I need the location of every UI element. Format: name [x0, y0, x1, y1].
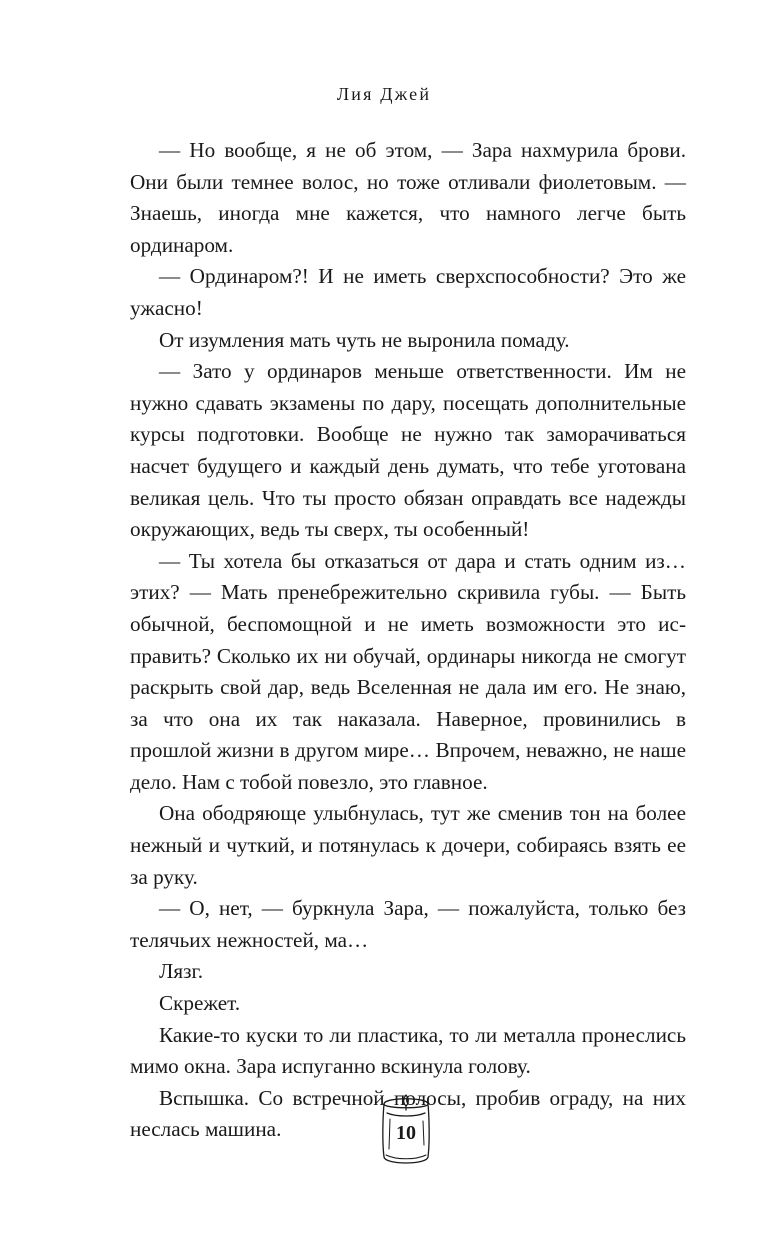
paragraph-2: — Ординаром?! И не иметь сверхспособности? Это же ужасно! [130, 264, 686, 320]
paragraph-8: Лязг. [159, 959, 204, 984]
paragraph-4: — Зато у ординаров меньше ответственности. Им не нужно сдавать экзамены по дару, посещать дополнительные курсы подготовки. Вообще не нужно так заморачиваться насчет будущего и каждый день думать, что тебе уготована великая цель. Что ты просто обязан оправдать все надежды окружающих, ведь ты сверх, ты особенный! [130, 359, 686, 542]
body-text [130, 135, 686, 1146]
paragraph-3: От изумления мать чуть не выронила помаду. [159, 327, 570, 352]
paragraph-1: — Но вообще, я не об этом, — Зара нахмурила брови. Они были темнее волос, но тоже отливали фиолетовым. — Знаешь, иногда мне кажется, что намного легче быть ординаром. [130, 138, 686, 257]
folio [378, 1091, 434, 1167]
paragraph-11: Вспышка. Со встречной полосы, пробив ограду, на них неслась машина. [130, 1085, 686, 1142]
page-number: 10 [396, 1122, 416, 1144]
paragraph-7: — О, нет, — буркнула Зара, — пожалуйста, только без телячьих нежностей, ма… [130, 896, 686, 952]
paragraph-5: — Ты хотела бы отказаться от дара и стать одним из… этих? — Мать пренебрежительно скривила губы. — Быть обычной, беспомощной и не иметь возможности это исправить? Сколько их ни обучай, ординары никогда не смогут раскрыть свой дар, ведь Вселенная не дала им его. Не знаю, за что она их так наказала. Наверное, провинились в прошлой жизни в другом мире… Впрочем, неважно, не наше дело. Нам с тобой повезло, это главное. [130, 548, 686, 794]
paragraph-10: Какие-то куски то ли пластика, то ли металла пронеслись мимо окна. Зара испуганно вскинула голову. [130, 1022, 686, 1079]
paragraph-9: Скрежет. [159, 991, 241, 1016]
paragraph-6: Она ободряюще улыбнулась, тут же сменив тон на более нежный и чуткий, и потянулась к дочери, собираясь взять ее за руку. [130, 801, 686, 889]
running-head: Лия Джей [336, 84, 432, 104]
